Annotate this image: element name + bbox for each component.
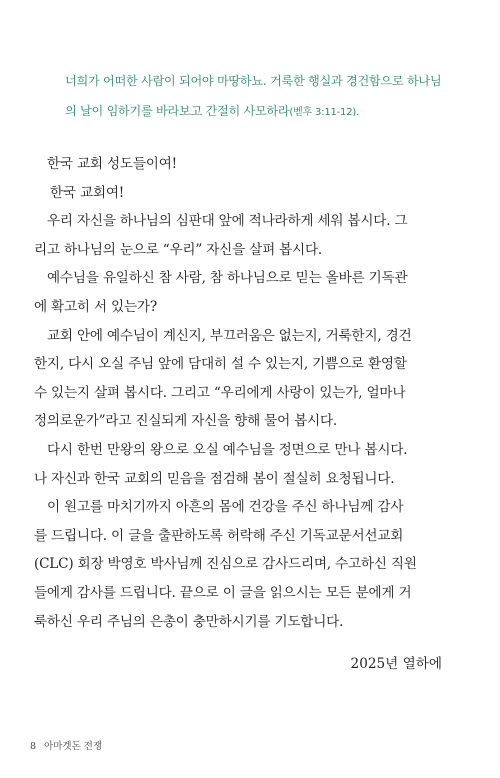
body-line: 이 원고를 마치기까지 아흔의 몸에 건강을 주신 하나님께 감사 bbox=[47, 499, 404, 516]
epigraph-line-2 bbox=[65, 96, 460, 128]
body-line: 에 확고히 서 있는가? bbox=[34, 298, 157, 315]
body-line: 예수님을 유일하신 참 사람, 참 하나님으로 믿는 올바른 기독관 bbox=[47, 270, 408, 287]
body-line: 룩하신 우리 주님의 은총이 충만하시기를 기도합니다. bbox=[34, 613, 344, 630]
body-line: 나 자신과 한국 교회의 믿음을 점검해 봄이 절실히 요청됩니다. bbox=[34, 470, 395, 487]
body-line: 를 드립니다. 이 글을 출판하도록 허락해 주신 기독교문서선교회 bbox=[34, 527, 404, 544]
epigraph-quote bbox=[65, 66, 460, 128]
body-line: 다시 한번 만왕의 왕으로 오실 예수님을 정면으로 만나 봅시다. bbox=[47, 441, 408, 458]
body-line: 우리 자신을 하나님의 심판대 앞에 적나라하게 세워 봅시다. 그 bbox=[47, 213, 408, 230]
epigraph-line-1: 너희가 어떠한 사람이 되어야 마땅하뇨. 거룩한 행실과 경건함으로 하나님 bbox=[65, 74, 442, 88]
body-line: 들에게 감사를 드립니다. 끝으로 이 글을 읽으시는 모든 분에게 거 bbox=[34, 584, 412, 601]
body-line: 교회 안에 예수님이 계신지, 부끄러움은 없는지, 거룩한지, 경건 bbox=[47, 327, 412, 344]
body-line: 한지, 다시 오실 주님 앞에 담대히 설 수 있는지, 기쁨으로 환영할 bbox=[34, 356, 407, 373]
page-footer bbox=[30, 738, 102, 752]
body-line: (CLC) 회장 박영호 박사님께 진심으로 감사드리며, 수고하신 직원 bbox=[34, 556, 417, 573]
body-line: 한국 교회여! bbox=[50, 184, 125, 201]
epigraph-line-2-text: 의 날이 임하기를 바라보고 간절히 사모하라 bbox=[65, 104, 290, 118]
body-line: 정의로운가”라고 진실되게 자신을 향해 물어 봅시다. bbox=[34, 413, 338, 430]
page-number: 8 bbox=[30, 741, 37, 752]
body-text bbox=[34, 150, 464, 636]
epigraph-reference: (벧후 3:11-12). bbox=[289, 107, 360, 118]
body-line: 수 있는지 살펴 봅시다. 그리고 “우리에게 사랑이 있는가, 얼마나 bbox=[34, 384, 406, 401]
book-title: 아마겟돈 전쟁 bbox=[44, 741, 103, 752]
body-line: 한국 교회 성도들이여! bbox=[47, 156, 177, 172]
signature-date: 2025년 열하에 bbox=[350, 656, 442, 672]
body-line: 리고 하나님의 눈으로 “우리” 자신을 살펴 봅시다. bbox=[34, 241, 323, 258]
